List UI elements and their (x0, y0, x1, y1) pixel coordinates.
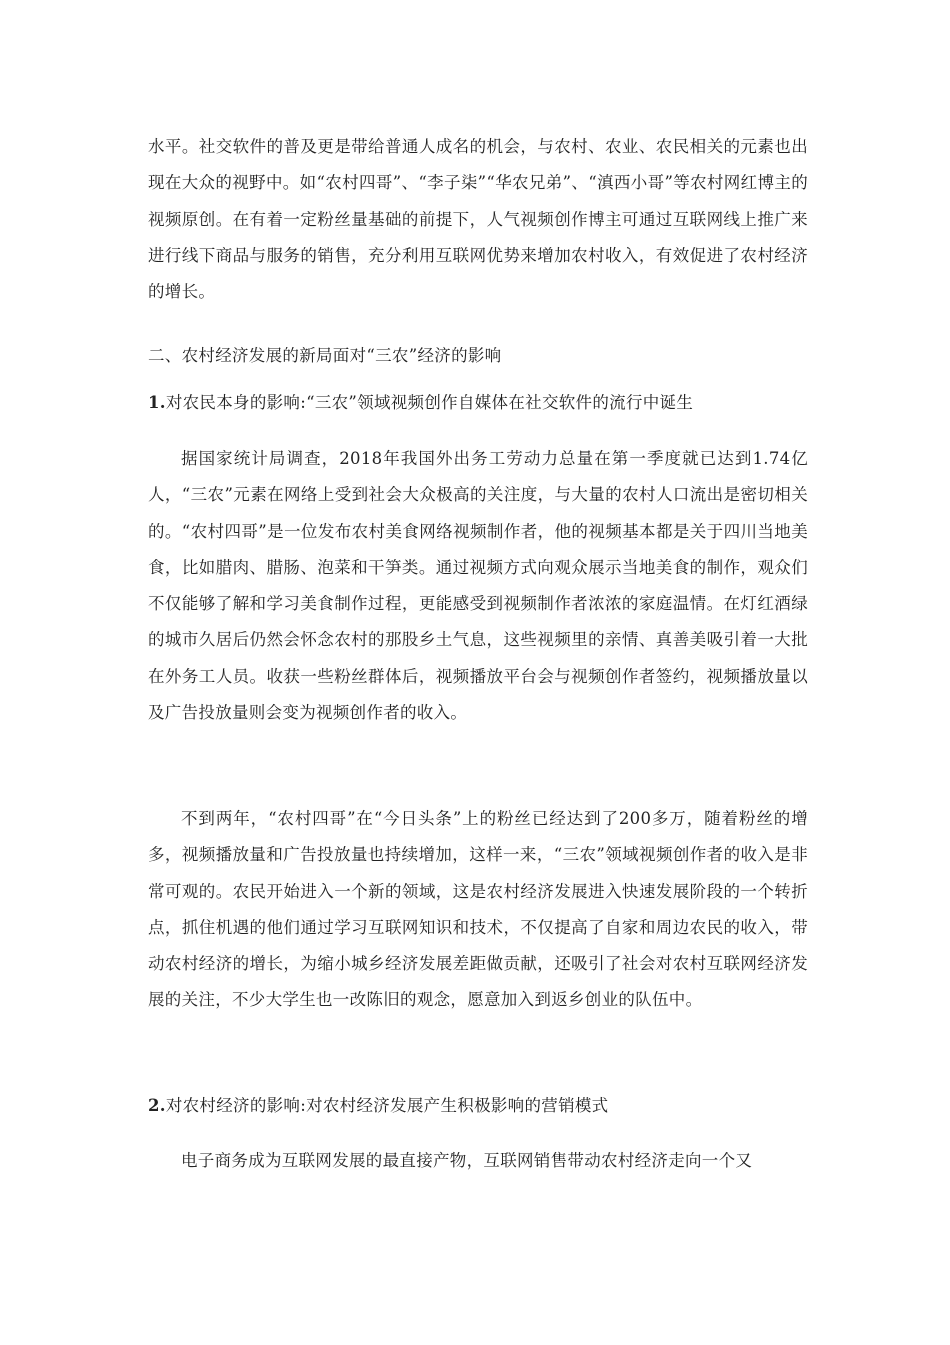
subheading-2 (148, 1094, 828, 1118)
paragraph-3: 电子商务成为互联网发展的最直接产物，互联网销售带动农村经济走向一个又 (181, 1151, 753, 1170)
subheading-1-number: 1. (148, 393, 166, 412)
subheading-2-number: 2. (148, 1096, 166, 1115)
section-heading-two: 二、农村经济发展的新局面对“三农”经济的影响 (148, 346, 502, 365)
paragraph-intro-continuation: 水平。社交软件的普及更是带给普通人成名的机会，与农村、农业、农民相关的元素也出现在大众的视野中。如“农村四哥”、“李子柒”“华农兄弟”、“滇西小哥”等农村网红博主的视频原创。在有着一定粉丝量基础的前提下，人气视频创作博主可通过互联网线上推广来进行线下商品与服务的销售，充分利用互联网优势来增加农村收入，有效促进了农村经济的增长。 (148, 137, 808, 302)
subheading-1-text: 对农民本身的影响:“三农”领域视频创作自媒体在社交软件的流行中诞生 (165, 393, 694, 412)
paragraph-2: 不到两年，“农村四哥”在“今日头条”上的粉丝已经达到了200多万，随着粉丝的增多，视频播放量和广告投放量也持续增加，这样一来，“三农”领域视频创作者的收入是非常可观的。农民开始进入一个新的领域，这是农村经济发展进入快速发展阶段的一个转折点，抓住机遇的他们通过学习互联网知识和技术，不仅提高了自家和周边农民的收入，带动农村经济的增长，为缩小城乡经济发展差距做贡献，还吸引了社会对农村互联网经济发展的关注，不少大学生也一改陈旧的观念，愿意加入到返乡创业的队伍中。 (148, 809, 808, 1010)
subheading-2-text: 对农村经济的影响:对农村经济发展产生积极影响的营销模式 (165, 1096, 609, 1115)
paragraph-1: 据国家统计局调查，2018年我国外出务工劳动力总量在第一季度就已达到1.74亿人，“三农”元素在网络上受到社会大众极高的关注度，与大量的农村人口流出是密切相关的。“农村四哥”是一位发布农村美食网络视频制作者，他的视频基本都是关于四川当地美食，比如腊肉、腊肠、泡菜和干笋类。通过视频方式向观众展示当地美食的制作，观众们不仅能够了解和学习美食制作过程，更能感受到视频制作者浓浓的家庭温情。在灯红酒绿的城市久居后仍然会怀念农村的那股乡土气息，这些视频里的亲情、真善美吸引着一大批在外务工人员。收获一些粉丝群体后，视频播放平台会与视频创作者签约，视频播放量以及广告投放量则会变为视频创作者的收入。 (148, 449, 808, 723)
subheading-1 (148, 391, 828, 415)
